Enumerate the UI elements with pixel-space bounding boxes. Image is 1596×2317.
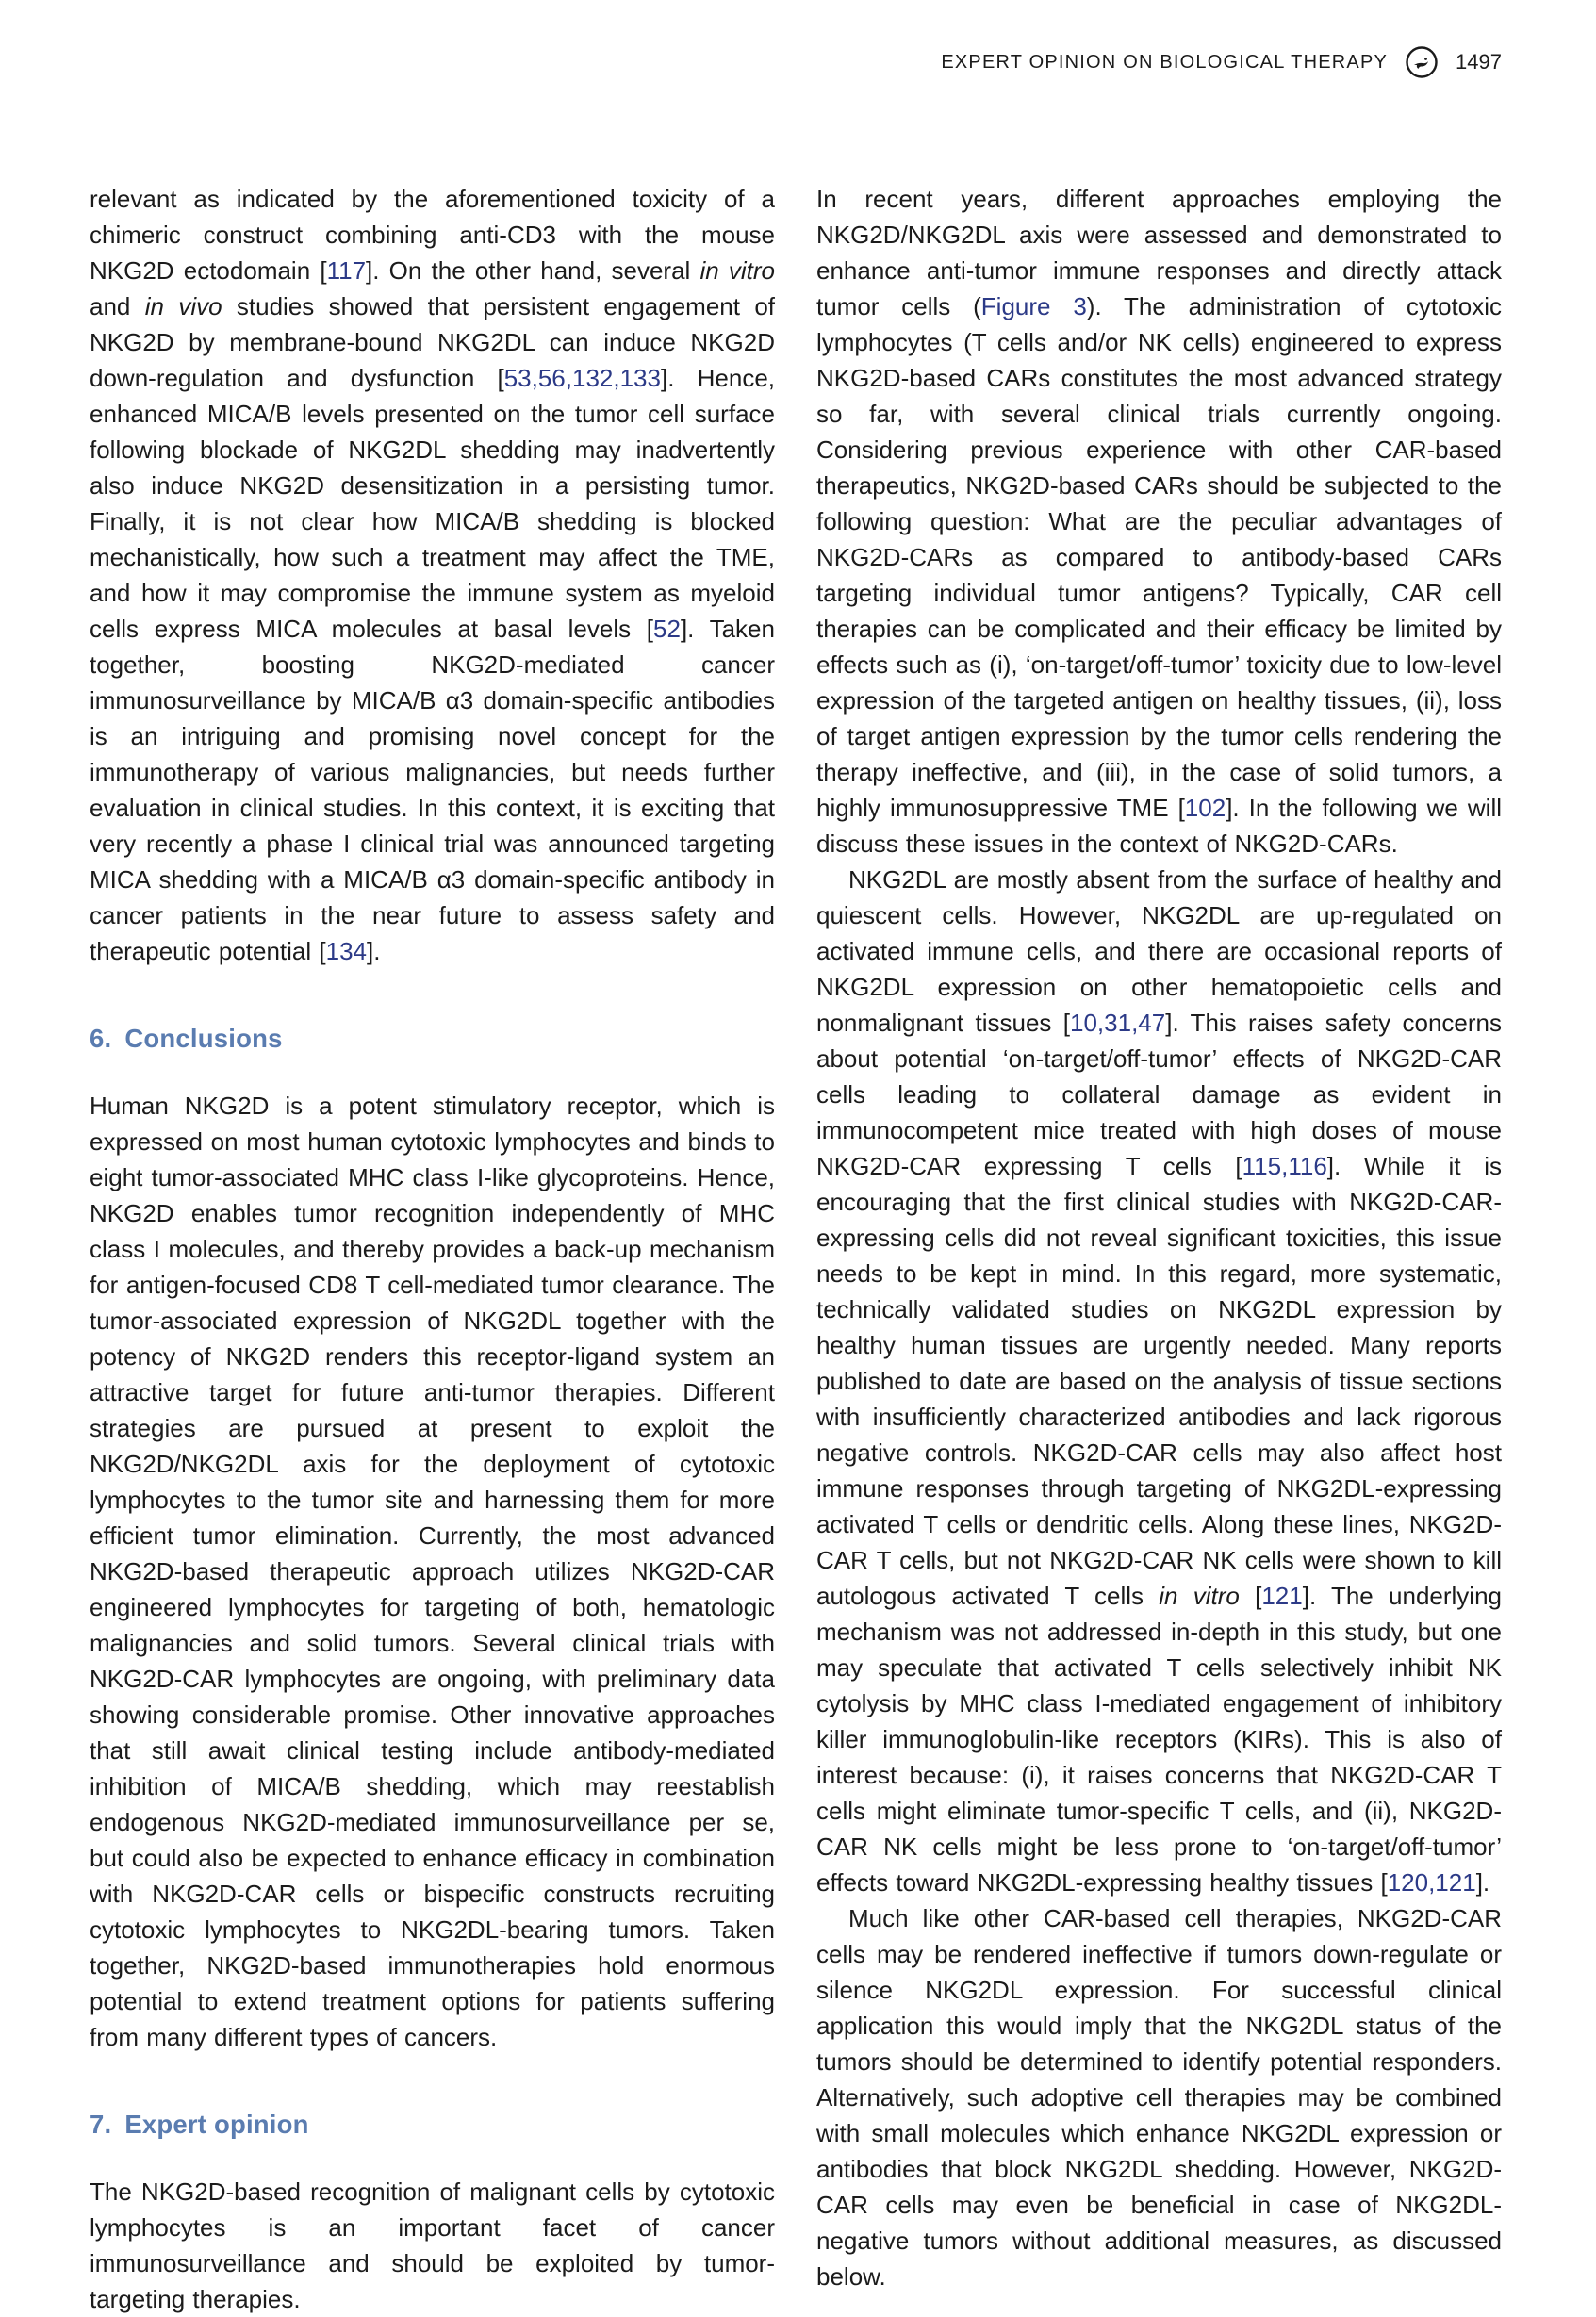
text-run: In recent years, different approaches employing the NKG2D/NKG2DL axis were assessed and demonstrated to enhance anti-tumor immune responses and directly attack tumor cells ( <box>816 185 1502 320</box>
right-column <box>816 181 1502 2317</box>
text-run: in vitro <box>1159 1582 1240 1610</box>
paragraph <box>90 2174 775 2317</box>
citation: 10,31,47 <box>1070 1009 1166 1037</box>
text-run: Much like other CAR-based cell therapies, NKG2D-CAR cells may be rendered ineffective if tumors down-regulate or silence NKG2DL expression. For successful clinical application this would imply that the NKG2DL status of the tumors should be determined to identify potential responders. Alternatively, such adoptive cell therapies may be combined with small molecules which enhance NKG2DL expression or antibodies that block NKG2DL shedding. However, NKG2D-CAR cells may even be beneficial in case of NKG2DL-negative tumors without additional measures, as discussed below. <box>816 1904 1502 2291</box>
section-title: Conclusions <box>124 1024 283 1053</box>
text-run: NKG2DL are mostly absent from the surface of healthy and quiescent cells. However, NKG2DL are up-regulated on activated immune cells, and there are occasional reports of NKG2DL expression on other hematopoietic cells and nonmalignant tissues [ <box>816 865 1502 1037</box>
paragraph <box>816 862 1502 1900</box>
section-number: 7. <box>90 2110 112 2139</box>
paragraph <box>90 181 775 969</box>
text-run: ]. The underlying mechanism was not addressed in-depth in this study, but one may speculate that activated T cells selectively inhibit NK cytolysis by MHC class I-mediated engagement of inhibitory killer immunoglobulin-like receptors (KIRs). This is also of interest because: (i), it raises concerns that NKG2D-CAR T cells might eliminate tumor-specific T cells, and (ii), NKG2D-CAR NK cells might be less prone to ‘on-target/off-tumor’ effects toward NKG2DL-expressing healthy tissues [ <box>816 1582 1502 1897</box>
text-run: ]. This raises safety concerns about potential ‘on-target/off-tumor’ effects of NKG2D-CAR cells leading to collateral damage as evident in immunocompetent mice treated with high doses of mouse NKG2D-CAR expressing T cells [ <box>816 1009 1502 1180</box>
paragraph <box>816 1900 1502 2294</box>
journal-title: EXPERT OPINION ON BIOLOGICAL THERAPY <box>941 51 1389 73</box>
taylor-francis-logo <box>1405 45 1439 79</box>
text-run: and <box>90 292 145 320</box>
citation: 134 <box>325 937 368 965</box>
section-heading <box>90 1024 775 1054</box>
left-column <box>90 181 775 2317</box>
text-run: ]. Hence, enhanced MICA/B levels presented on the tumor cell surface following blockade of NKG2DL shedding may inadvertently also induce NKG2D desensitization in a persisting tumor. Finally, it is not clear how MICA/B shedding is blocked mechanistically, how such a treatment may affect the TME, and how it may compromise the immune system as myeloid cells express MICA molecules at basal levels [ <box>90 364 775 643</box>
text-run: ]. <box>367 937 381 965</box>
text-run: ]. In the following we will discuss these issues in the context of NKG2D-CARs. <box>816 794 1502 858</box>
citation: Figure 3 <box>980 292 1087 320</box>
text-run: in vivo <box>144 292 222 320</box>
citation: 115,116 <box>1242 1152 1327 1180</box>
citation: 53,56,132,133 <box>503 364 661 392</box>
section-heading <box>90 2110 775 2140</box>
citation: 121 <box>1261 1582 1303 1610</box>
citation: 52 <box>653 615 681 643</box>
section-number: 6. <box>90 1024 112 1053</box>
text-run: in vitro <box>699 256 776 285</box>
text-run: ]. <box>1475 1868 1490 1897</box>
citation: 102 <box>1184 794 1226 822</box>
paragraph <box>816 181 1502 862</box>
text-run: ]. On the other hand, several <box>366 256 700 285</box>
text-run: [ <box>1239 1582 1262 1610</box>
text-run: studies showed that persistent engagement of NKG2D by membrane-bound NKG2DL can induce NKG2D down-regulation and dysfunction [ <box>90 292 775 392</box>
citation: 120,121 <box>1387 1868 1476 1897</box>
text-run: Human NKG2D is a potent stimulatory receptor, which is expressed on most human cytotoxic lymphocytes and binds to eight tumor-associated MHC class I-like glycoproteins. Hence, NKG2D enables tumor recognition independently of MHC class I molecules, and thereby provides a back-up mechanism for antigen-focused CD8 T cell-mediated tumor clearance. The tumor-associated expression of NKG2DL together with the potency of NKG2D renders this receptor-ligand system an attractive target for future anti-tumor therapies. Different strategies are pursued at present to exploit the NKG2D/NKG2DL axis for the deployment of cytotoxic lymphocytes to the tumor site and harnessing them for more efficient tumor elimination. Currently, the most advanced NKG2D-based therapeutic approach utilizes NKG2D-CAR engineered lymphocytes for targeting of both, hematologic malignancies and solid tumors. Several clinical trials with NKG2D-CAR lymphocytes are ongoing, with preliminary data showing considerable promise. Other innovative approaches that still await clinical testing include antibody-mediated inhibition of MICA/B shedding, which may reestablish endogenous NKG2D-mediated immunosurveillance per se, but could also be expected to enhance efficacy in combination with NKG2D-CAR cells or bispecific constructs recruiting cytotoxic lymphocytes to NKG2DL-bearing tumors. Taken together, NKG2D-based immunotherapies hold enormous potential to extend treatment options for patients suffering from many different types of cancers. <box>90 1092 775 2051</box>
article-body <box>90 181 1502 2317</box>
text-run: ]. While it is encouraging that the first clinical studies with NKG2D-CAR-expressing cells did not reveal significant toxicities, this issue needs to be kept in mind. In this regard, more systematic, technically validated studies on NKG2DL expression by healthy human tissues are urgently needed. Many reports published to date are based on the analysis of tissue sections with insufficiently characterized antibodies and lack rigorous negative controls. NKG2D-CAR cells may also affect host immune responses through targeting of NKG2DL-expressing activated T cells or dendritic cells. Along these lines, NKG2D-CAR T cells, but not NKG2D-CAR NK cells were shown to kill autologous activated T cells <box>816 1152 1502 1610</box>
page-header <box>941 45 1502 79</box>
page-number: 1497 <box>1456 50 1502 74</box>
text-run: ]. Taken together, boosting NKG2D-mediated cancer immunosurveillance by MICA/B α3 domain-specific antibodies is an intriguing and promising novel concept for the immunotherapy of various malignancies, but needs further evaluation in clinical studies. In this context, it is exciting that very recently a phase I clinical trial was announced targeting MICA shedding with a MICA/B α3 domain-specific antibody in cancer patients in the near future to assess safety and therapeutic potential [ <box>90 615 775 965</box>
paragraph <box>90 1088 775 2055</box>
citation: 117 <box>326 256 367 285</box>
text-run: relevant as indicated by the aforementioned toxicity of a chimeric construct combining anti-CD3 with the mouse NKG2D ectodomain [ <box>90 185 775 285</box>
text-run: The NKG2D-based recognition of malignant cells by cytotoxic lymphocytes is an important facet of cancer immunosurveillance and should be exploited by tumor-targeting therapies. <box>90 2177 775 2313</box>
text-run: ). The administration of cytotoxic lymphocytes (T cells and/or NK cells) engineered to express NKG2D-based CARs constitutes the most advanced strategy so far, with several clinical trials currently ongoing. Considering previous experience with other CAR-based therapeutics, NKG2D-based CARs should be subjected to the following question: What are the peculiar advantages of NKG2D-CARs as compared to antibody-based CARs targeting individual tumor antigens? Typically, CAR cell therapies can be complicated and their efficacy be limited by effects such as (i), ‘on-target/off-tumor’ toxicity due to low-level expression of the targeted antigen on healthy tissues, (ii), loss of target antigen expression by the tumor cells rendering the therapy ineffective, and (iii), in the case of solid tumors, a highly immunosuppressive TME [ <box>816 292 1503 822</box>
section-title: Expert opinion <box>124 2110 309 2139</box>
